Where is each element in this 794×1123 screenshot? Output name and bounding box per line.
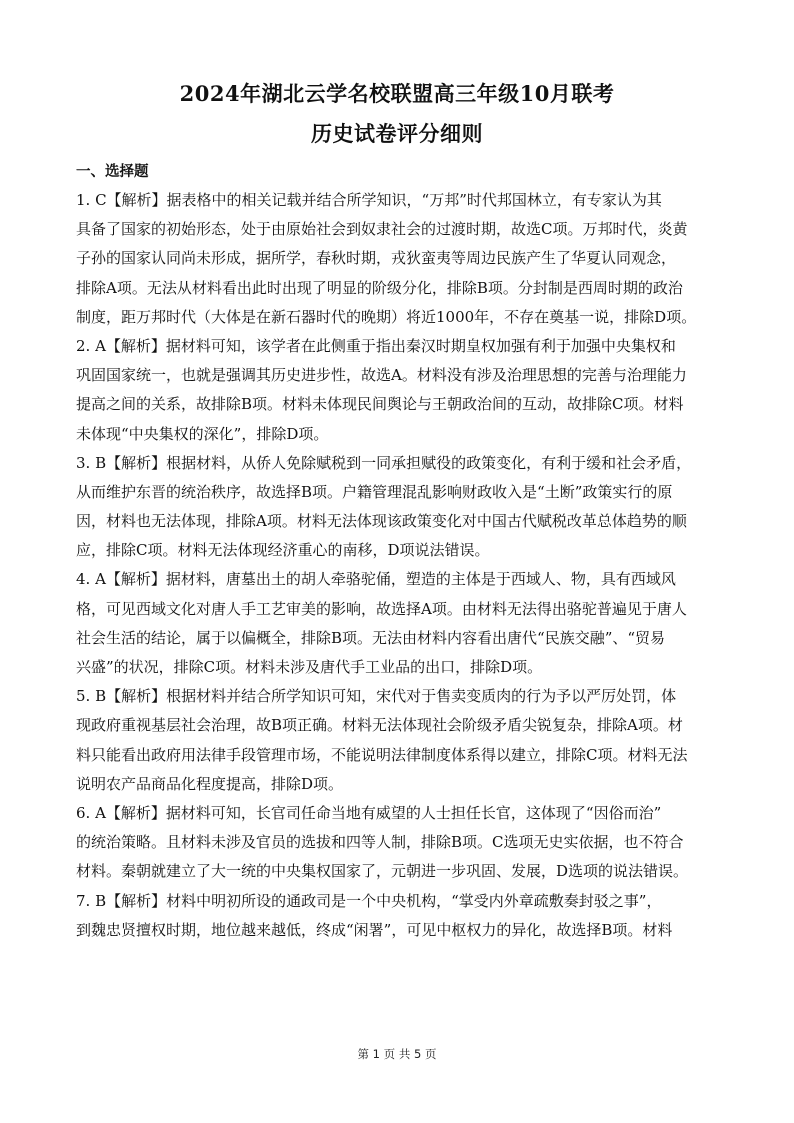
- text-line: 3. B【解析】根据材料，从侨人免除赋税到一同承担赋役的政策变化，有利于缓和社会矛盾，: [76, 453, 692, 472]
- text-line: 应，排除C项。材料无法体现经济重心的南移，D项说法错误。: [76, 541, 490, 560]
- text-line: 说明农产品商品化程度提高，排除D项。: [76, 774, 344, 793]
- text-line: 现政府重视基层社会治理，故B项正确。材料无法体现社会阶级矛盾尖锐复杂，排除A项。材: [76, 716, 683, 735]
- text-line: 提高之间的关系，故排除B项。材料未体现民间舆论与王朝政治间的互动，故排除C项。材料: [76, 395, 684, 414]
- text-line: 排除A项。无法从材料看出此时出现了明显的阶级分化，排除B项。分封制是西周时期的政治: [76, 278, 683, 297]
- text-line: 2. A【解析】据材料可知，该学者在此侧重于指出秦汉时期皇权加强有利于加强中央集权和: [76, 336, 676, 355]
- text-line: 格，可见西域文化对唐人手工艺审美的影响，故选择A项。由材料无法得出骆驼普遍见于唐人: [76, 599, 687, 618]
- text-line: 7. B【解析】材料中明初所设的通政司是一个中央机构，“掌受内外章疏敷奏封驳之事”，: [76, 891, 662, 910]
- text-line: 的统治策略。且材料未涉及官员的选拔和四等人制，排除B项。C选项无史实依据，也不符合: [76, 833, 684, 852]
- text-line: 4. A【解析】据材料，唐墓出土的胡人牵骆驼俑，塑造的主体是于西域人、物，具有西域风: [76, 570, 676, 589]
- text-line: 5. B【解析】根据材料并结合所学知识可知，宋代对于售卖变质肉的行为予以严厉处罚，体: [76, 687, 677, 706]
- text-line: 子孙的国家认同尚未形成，据所学，春秋时期，戎狄蛮夷等周边民族产生了华夏认同观念，: [76, 249, 677, 268]
- section-heading: 一、选择题: [76, 164, 149, 180]
- text-line: 制度，距万邦时代（大体是在新石器时代的晚期）将近1000年，不存在奠基一说，排除D项。: [76, 307, 697, 326]
- text-line: 从而维护东晋的统治秩序，故选择B项。户籍管理混乱影响财政收入是“土断”政策实行的原: [76, 482, 673, 501]
- text-line: 具备了国家的初始形态，处于由原始社会到奴隶社会的过渡时期，故选C项。万邦时代，炎黄: [76, 220, 688, 239]
- document-subtitle: 历史试卷评分细则: [311, 121, 483, 146]
- answer-body: [76, 186, 718, 945]
- text-line: 1. C【解析】据表格中的相关记载并结合所学知识，“万邦”时代邦国林立，有专家认为其: [76, 191, 662, 209]
- text-line: 因，材料也无法体现，排除A项。材料无法体现该政策变化对中国古代赋税改革总体趋势的顺: [76, 512, 687, 531]
- text-line: 料只能看出政府用法律手段管理市场，不能说明法律制度体系得以建立，排除C项。材料无法: [76, 745, 688, 764]
- page-footer: 第 1 页 共 5 页: [357, 1047, 437, 1061]
- text-line: 巩固国家统一，也就是强调其历史进步性，故选A。材料没有涉及治理思想的完善与治理能力: [76, 366, 687, 385]
- text-line: 兴盛”的状况，排除C项。材料未涉及唐代手工业品的出口，排除D项。: [76, 658, 543, 676]
- text-line: 社会生活的结论，属于以偏概全，排除B项。无法由材料内容看出唐代“民族交融”、“贸易: [76, 628, 666, 647]
- document-title: 2024年湖北云学名校联盟高三年级10月联考: [179, 81, 615, 106]
- text-line: 未体现“中央集权的深化”，排除D项。: [76, 424, 329, 443]
- text-line: 6. A【解析】据材料可知，长官司任命当地有威望的人士担任长官，这体现了“因俗而治”: [76, 803, 662, 822]
- text-line: 材料。秦朝就建立了大一统的中央集权国家了，元朝进一步巩固、发展，D选项的说法错误。: [76, 862, 689, 881]
- text-line: 到魏忠贤擅权时期，地位越来越低，终成“闲署”，可见中枢权力的异化，故选择B项。材料: [76, 920, 673, 939]
